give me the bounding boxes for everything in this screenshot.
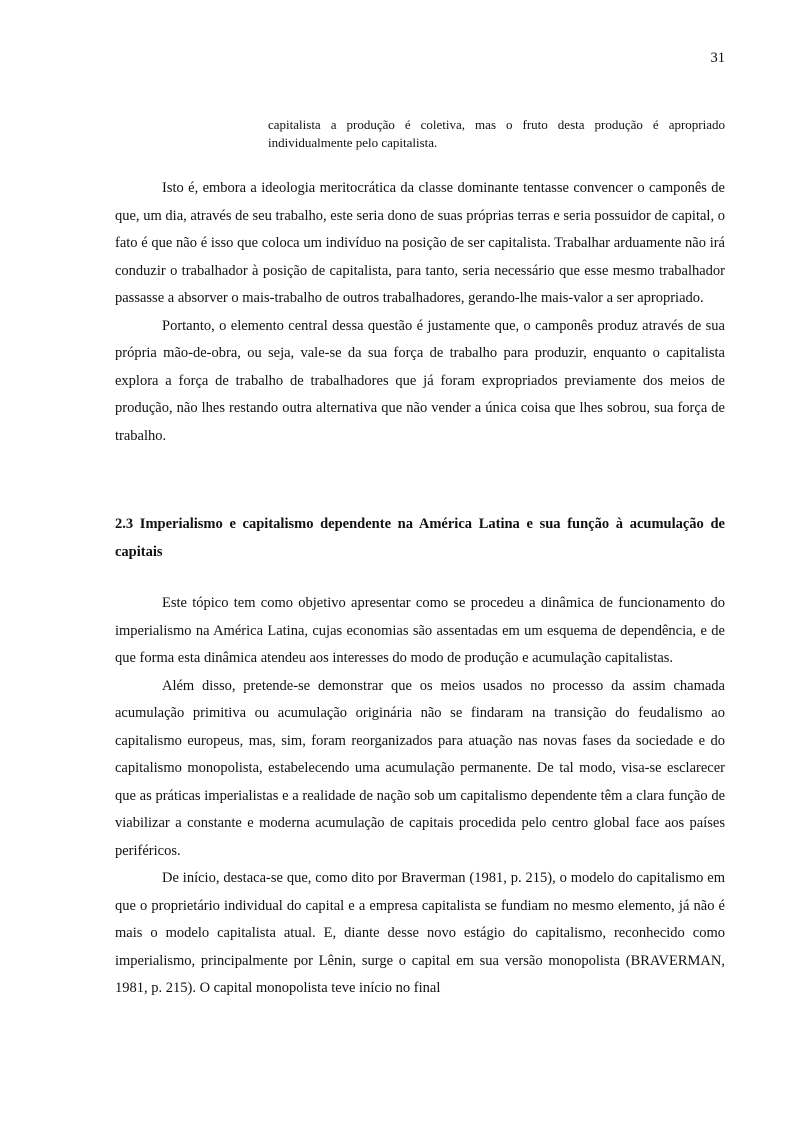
paragraph: De início, destaca-se que, como dito por Braverman (1981, p. 215), o modelo do capitalismo em que o proprietário individual do capital e a empresa capitalista se fundiam no mesmo elemento, já não é mais o modelo capitalista atual. E, diante desse novo estágio do capitalismo, reconhecido como imperialismo, principalmente por Lênin, surge o capital em sua versão monopolista (BRAVERMAN, 1981, p. 215). O capital monopolista teve início no final [115, 870, 725, 996]
paragraph: Este tópico tem como objetivo apresentar como se procedeu a dinâmica de funcionamento do imperialismo na América Latina, cujas economias são assentadas em um esquema de dependência, e de que forma esta dinâmica atendeu aos interesses do modo de produção e acumulação capitalistas. [115, 595, 725, 666]
paragraph: Além disso, pretende-se demonstrar que os meios usados no processo da assim chamada acumulação primitiva ou acumulação originária não se findaram na transição do feudalismo ao capitalismo europeus, mas, sim, foram reorganizados para atuação nas novas fases da sociedade e do capitalismo monopolista, estabelecendo uma acumulação permanente. De tal modo, visa-se esclarecer que as práticas imperialistas e a realidade de nação sob um capitalismo dependente têm a clara função de viabilizar a constante e moderna acumulação de capitais procedida pelo centro global face aos países periféricos. [115, 677, 725, 859]
paragraph: Isto é, embora a ideologia meritocrática da classe dominante tentasse convencer o camponês de que, um dia, através de seu trabalho, este seria dono de suas próprias terras e seria possuidor de capital, o fato é que não é isso que coloca um indivíduo na posição de ser capitalista. Trabalhar arduamente não irá conduzir o trabalhador à posição de capitalista, para tanto, seria necessário que esse mesmo trabalhador passasse a absorver o mais-trabalho de outros trabalhadores, gerando-lhe mais-valor a ser apropriado. [115, 180, 725, 306]
paragraph: Portanto, o elemento central dessa questão é justamente que, o camponês produz através de sua própria mão-de-obra, ou seja, vale-se da sua força de trabalho para produzir, enquanto o capitalista explora a força de trabalho de trabalhadores que já foram expropriados previamente dos meios de produção, não lhes restando outra alternativa que não vender a única coisa que lhes sobrou, sua força de trabalho. [115, 317, 725, 444]
block-quote: capitalista a produção é coletiva, mas o fruto desta produção é apropriado individualmente pelo capitalista. [268, 117, 725, 150]
body-text-after-heading [115, 590, 725, 1003]
body-text-before-heading [115, 175, 725, 450]
section-heading: 2.3 Imperialismo e capitalismo dependente na América Latina e sua função à acumulação de capitais [115, 516, 725, 560]
page-number: 31 [710, 50, 725, 66]
